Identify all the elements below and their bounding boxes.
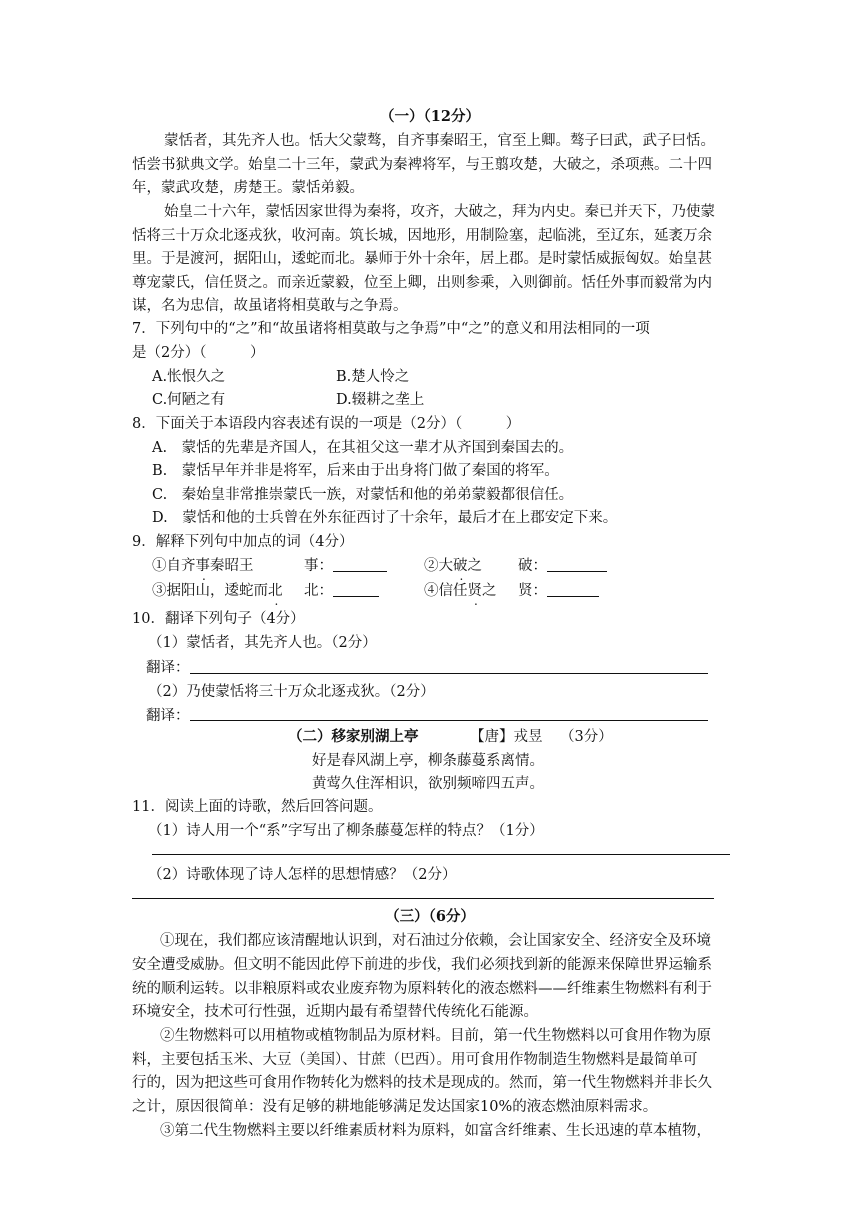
passage-line: 始皇二十六年，蒙恬因家世得为秦将，攻齐，大破之，拜为内史。秦已并天下，乃使蒙: [164, 204, 715, 220]
passage-line: 蒙恬者，其先齐人也。恬大父蒙骜，自齐事秦昭王，官至上卿。骜子曰武，武子曰恬。: [164, 133, 715, 149]
poem-score: （3分）: [560, 729, 613, 745]
answer-line[interactable]: [132, 898, 714, 899]
question-11-stem: 11．阅读上面的诗歌，然后回答问题。: [132, 799, 383, 815]
passage-line: 行的，因为把这些可食用作物转化为燃料的技术是现成的。然而，第一代生物燃料并非长久: [132, 1075, 712, 1091]
q9-answer-3: 北：: [304, 580, 379, 602]
option-b: B. 蒙恬早年并非是将军，后来由于出身将门做了秦国的将军。: [152, 463, 559, 479]
option-c: C. 秦始皇非常推崇蒙氏一族，对蒙恬和他的弟弟蒙毅都很信任。: [152, 487, 574, 503]
q9-item-3: ③据阳山，逶蛇而北: [152, 583, 283, 599]
poem-author: 【唐】戎昱: [470, 729, 543, 745]
question-7-stem: 7．下列句中的“之”和“故虽诸将相莫敢与之争焉”中“之”的意义和用法相同的一项: [132, 321, 650, 337]
passage-line: 统的顺利运转。以非粮原料或农业废弃物为原料转化的液态燃料——纤维素生物燃料有利于: [132, 981, 712, 997]
question-10-stem: 10．翻译下列句子（4分）: [132, 611, 305, 627]
q9-item-1: ①自齐事秦昭王: [152, 558, 254, 574]
passage-line: ①现在，我们都应该清醒地认识到，对石油过分依赖，会让国家安全、经济安全及环境: [160, 933, 711, 949]
answer-line[interactable]: [152, 854, 730, 855]
passage-line: 恬将三十万众北逐戎狄，收河南。筑长城，因地形，用制险塞，起临洮，至辽东，延袤万余: [132, 228, 712, 244]
answer-blank[interactable]: [547, 557, 607, 572]
poem-line: 好是春风湖上亭，柳条藤蔓系离情。: [312, 753, 544, 769]
option-a: A.怅恨久之: [152, 369, 226, 385]
q10-sentence-2: （2）乃使蒙恬将三十万众北逐戎狄。（2分）: [148, 684, 435, 700]
section-3-title: （三）（6分）: [385, 908, 475, 925]
passage-line: 尊宠蒙氏，信任贤之。而亲近蒙毅，位至上卿，出则参乘，入则御前。恬任外事而毅常为内: [132, 275, 712, 291]
poem-title: （二）移家别湖上亭: [288, 728, 419, 745]
option-b: B.楚人怜之: [336, 369, 410, 385]
section-1-title: （一）（12分）: [380, 108, 480, 125]
passage-line: 年，蒙武攻楚，虏楚王。蒙恬弟毅。: [132, 180, 364, 196]
option-d: D. 蒙恬和他的士兵曾在外东征西讨了十余年，最后才在上郡安定下来。: [152, 510, 618, 526]
dotted-word: 北: [268, 583, 283, 599]
passage-line: 恬尝书狱典文学。始皇二十三年，蒙武为秦裨将军，与王翦攻楚，大破之，杀项燕。二十四: [132, 157, 712, 173]
q10-sentence-1: （1）蒙恬者，其先齐人也。（2分）: [148, 635, 377, 651]
answer-blank[interactable]: [547, 582, 599, 597]
option-a: A. 蒙恬的先辈是齐国人，在其祖父这一辈才从齐国到秦国去的。: [152, 440, 574, 456]
dotted-word: 贤: [467, 583, 482, 599]
passage-line: 里。于是渡河，据阳山，逶蛇而北。暴师于外十余年，居上郡。是时蒙恬威振匈奴。始皇甚: [132, 251, 712, 267]
passage-line: 环境安全，技术可行性强，近期内最有希望替代传统化石能源。: [132, 1004, 538, 1020]
question-8-stem: 8．下面关于本语段内容表述有误的一项是（2分）（ ）: [132, 416, 521, 432]
translate-label: 翻译：: [146, 660, 190, 676]
passage-line: 料，主要包括玉米、大豆（美国）、甘蔗（巴西）。用可食用作物制造生物燃料是最简单可: [132, 1052, 698, 1068]
dotted-word: 事: [195, 558, 210, 574]
answer-line[interactable]: [190, 720, 708, 721]
q11-sub-2: （2）诗歌体现了诗人怎样的思想情感？（2分）: [148, 867, 457, 883]
q9-answer-1: 事：: [304, 555, 387, 577]
passage-line: 谋，名为忠信，故虽诸将相莫敢与之争焉。: [132, 298, 408, 314]
q11-sub-1: （1）诗人用一个“系”字写出了柳条藤蔓怎样的特点？（1分）: [148, 823, 544, 839]
passage-line: 之计，原因很简单：没有足够的耕地能够满足发达国家10%的液态燃油原料需求。: [132, 1099, 658, 1115]
question-9-stem: 9．解释下列句中加点的词（4分）: [132, 534, 354, 550]
answer-line[interactable]: [190, 673, 708, 674]
answer-blank[interactable]: [333, 557, 387, 572]
passage-line: ②生物燃料可以用植物或植物制品为原材料。目前，第一代生物燃料以可食用作物为原: [160, 1028, 711, 1044]
dotted-word: 破: [453, 558, 468, 574]
q9-answer-4: 贤：: [518, 580, 599, 602]
q9-answer-2: 破：: [518, 555, 607, 577]
q9-item-2: ②大破之: [424, 558, 482, 574]
question-7-stem: 是（2分）（ ）: [132, 345, 265, 361]
translate-label: 翻译：: [146, 708, 190, 724]
option-c: C.何陋之有: [152, 392, 226, 408]
passage-line: 安全遭受威胁。但文明不能因此停下前进的步伐，我们必须找到新的能源来保障世界运输系: [132, 957, 712, 973]
answer-blank[interactable]: [333, 582, 379, 597]
poem-line: 黄莺久住浑相识，欲别频啼四五声。: [312, 776, 544, 792]
passage-line: ③第二代生物燃料主要以纤维素质材料为原料，如富含纤维素、生长迅速的草本植物，: [160, 1123, 711, 1139]
option-d: D.辍耕之垄上: [336, 392, 425, 408]
q9-item-4: ④信任贤之: [424, 583, 497, 599]
